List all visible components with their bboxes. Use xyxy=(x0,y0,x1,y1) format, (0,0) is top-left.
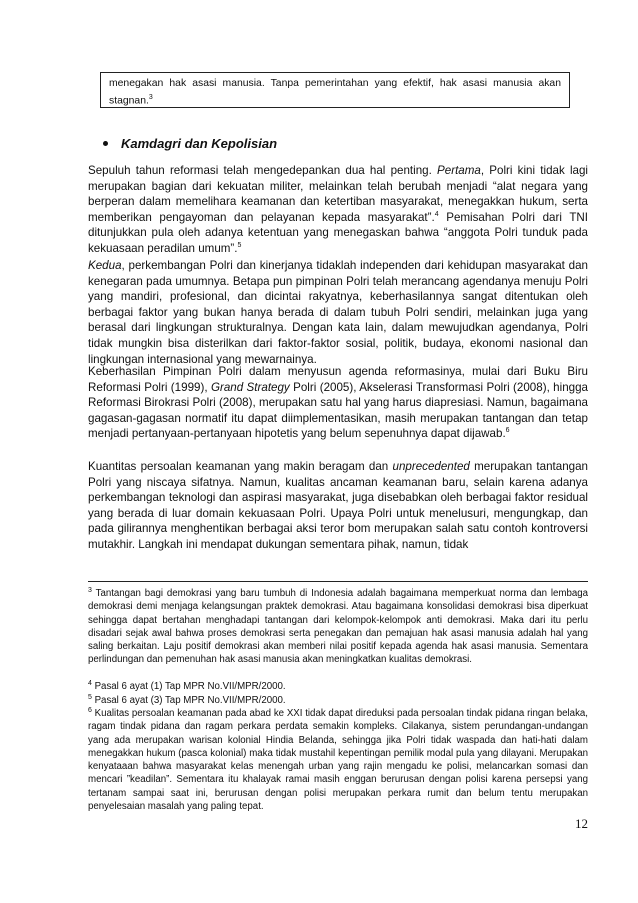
footnote-divider xyxy=(88,581,588,582)
footnote-6: $^6$ Kualitas persoalan keamanan pada abad ke XXI tidak dapat direduksi pada persoalan tindak pidana ringan belaka, ragam tindak pidana dan ragam perkara perdata semakin kompleks. Cilakanya, sistem perundangan-undangan yang ada merupakan warisan kolonial Hindia Belanda, sehingga jika Polri tidak waspada dan hati-hati dalam menegakkan hukum (pasca kolonial) maka tidak mustahil kepentingan pemilik modal pula yang dilayani. Merupakan kenyataaan bahwa masyarakat kelas menengah urban yang rajin mengadu ke polisi, melancarkan somasi dan mencari ”keadilan”. Sementara itu khalayak ramai masih enggan berurusan dengan polisi karena persepsi yang tertanam sampai saat ini, berurusan dengan polisi merupakan perkara rumit dan belum tentu merupakan penyelesaian masalah yang paling tepat. xyxy=(88,706,588,813)
footnote-ref-4[interactable]: 4 xyxy=(434,210,439,218)
footnote-3: $^3$ Tantangan bagi demokrasi yang baru tumbuh di Indonesia adalah bagaimana memperkuat norma dan lembaga demokrasi demi menjaga kelangsungan praktek demokrasi. Atau bagaimana konsolidasi demokrasi bisa diperkuat sehingga dapat bertahan menghadapi tantangan dari kelompok-kelompok anti demokrasi. Maka dari itu perlu disadari sejak awal bahwa proses demokrasi serta penegakan dan pemajuan hak asasi manusia adalah hal yang saling berkaitan. Laju positif demokrasi akan memberi nilai positif kepada agenda hak asasi manusia. Sementara perlindungan dan pemenuhan hak asasi manusia akan meningkatkan kualitas demokrasi. xyxy=(88,586,588,666)
quote-box xyxy=(100,72,570,108)
paragraph-4: Kuantitas persoalan keamanan yang makin beragam dan unprecedented merupakan tantangan Polri yang niscaya sifatnya. Namun, kualitas ancaman keamanan baru, selain karena adanya perkembangan teknologi dan aspirasi masyarakat, juga disebabkan oleh berbagai faktor residual yang berada di luar domain kekuasaan Polri. Upaya Polri untuk menelusuri, mengungkap, dan pada gilirannya menghentikan berbagai aksi teror bom merupakan salah satu contoh kontroversi mutakhir. Langkah ini mendapat dukungan sementara pihak, namun, tidak xyxy=(88,460,588,551)
footnote-number: 6 xyxy=(88,706,92,714)
footnote-number: 4 xyxy=(88,679,92,687)
bullet-icon xyxy=(103,141,108,146)
footnote-5: $^5$ Pasal 6 ayat (3) Tap MPR No.VII/MPR/2000. xyxy=(88,693,286,706)
section-heading xyxy=(103,136,277,151)
footnote-ref-6[interactable]: 6 xyxy=(505,427,510,435)
footnote-number: 3 xyxy=(88,586,92,594)
paragraph-1: Sepuluh tahun reformasi telah mengedepankan dua hal penting. Pertama, Polri kini tidak lagi merupakan bagian dari kekuatan militer, melainkan telah berubah menjadi “alat negara yang berperan dalam memelihara keamanan dan ketertiban masyarakat, menegakkan hukum, serta memberikan pengayoman dan pelayanan kepada masyarakat”.$^4$ Pemisahan Polri dari TNI ditunjukkan pula oleh adanya ketentuan yang menegaskan bahwa “anggota Polri tunduk pada kekuasaan peradilan umum”.$^5$ xyxy=(88,164,589,255)
page-number: 12 xyxy=(575,816,588,831)
footnote-4: $^4$ Pasal 6 ayat (1) Tap MPR No.VII/MPR/2000. xyxy=(88,679,286,692)
quote-text: menegakan hak asasi manusia. Tanpa pemerintahan yang efektif, hak asasi manusia akan stagnan.$^3$ xyxy=(109,78,561,107)
footnote-number: 5 xyxy=(88,693,92,701)
section-heading-text: Kamdagri dan Kepolisian xyxy=(121,136,278,151)
footnote-ref-5[interactable]: 5 xyxy=(237,242,242,250)
paragraph-2: Kedua, perkembangan Polri dan kinerjanya tidaklah independen dari kehidupan masyarakat dan kenegaran pada umumnya. Betapa pun pimpinan Polri telah merancang agendanya menuju Polri yang mandiri, profesional, dan dicintai rakyatnya, keberhasilannya sangat ditentukan oleh berbagai faktor yang bukan hanya berada di dalam tubuh Polri sendiri, melainkan juga yang berasal dari lingkungan strukturalnya. Dengan kata lain, dalam mewujudkan agendanya, Polri tidak mungkin bisa disterilkan dari faktor-faktor sosial, politik, budaya, ekonomi nasional dan lingkungan internasional yang mewarnainya. xyxy=(88,259,588,366)
footnote-ref-3[interactable]: 3 xyxy=(148,94,153,102)
paragraph-3: Keberhasilan Pimpinan Polri dalam menyusun agenda reformasinya, mulai dari Buku Biru Reformasi Polri (1999), Grand Strategy Polri (2005), Akselerasi Transformasi Polri (2008), hingga Reformasi Birokrasi Polri (2008), merupakan satu hal yang harus diapresiasi. Namun, bagaimana gagasan-gagasan normatif itu dapat diimplementasikan, masih merupakan tantangan dan tetap menjadi pertanyaan-pertanyaan hipotetis yang belum sepenuhnya dapat dijawab.$^6$ xyxy=(88,365,588,441)
